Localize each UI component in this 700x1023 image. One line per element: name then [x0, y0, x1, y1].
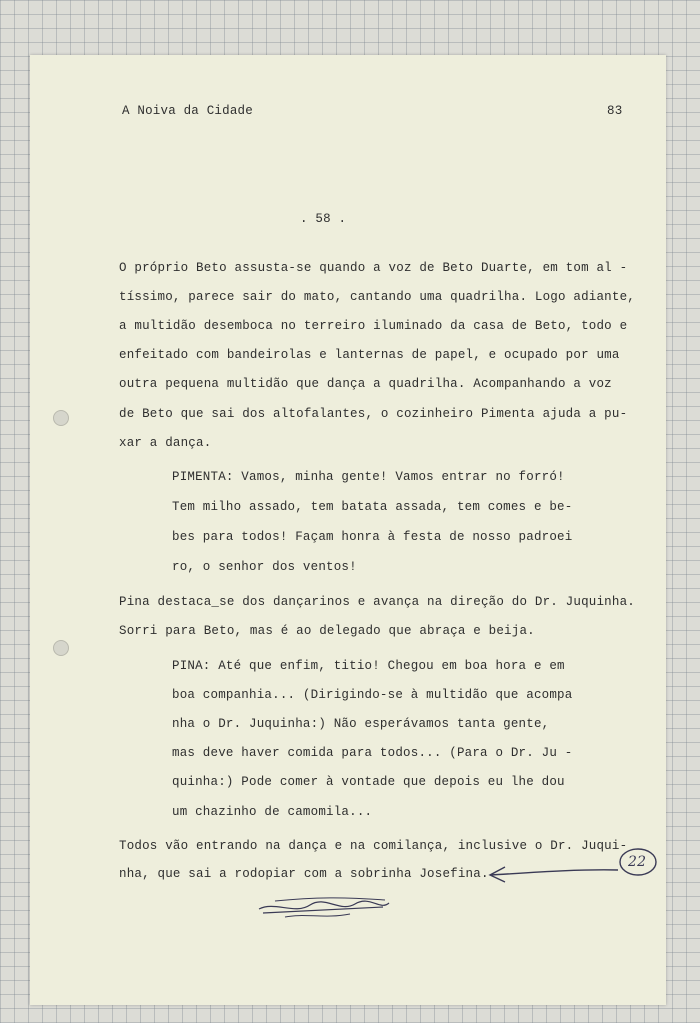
- text-line: de Beto que sai dos altofalantes, o cozinheiro Pimenta ajuda a pu-: [119, 407, 628, 421]
- scene-number: . 58 .: [300, 212, 347, 226]
- dialogue-line: mas deve haver comida para todos... (Para o Dr. Ju -: [172, 746, 573, 760]
- arrow-annotation-icon: [485, 855, 625, 895]
- signature-scribble: [255, 895, 395, 925]
- text-line: Pina destaca_se dos dançarinos e avança na direção do Dr. Juquinha.: [119, 595, 635, 609]
- text-line: nha, que sai a rodopiar com a sobrinha Josefina.: [119, 867, 489, 881]
- dialogue-line: nha o Dr. Juquinha:) Não esperávamos tanta gente,: [172, 717, 550, 731]
- dialogue-line: Tem milho assado, tem batata assada, tem comes e be-: [172, 500, 573, 514]
- dialogue-line: um chazinho de camomila...: [172, 805, 373, 819]
- text-line: outra pequena multidão que dança a quadrilha. Acompanhando a voz: [119, 377, 612, 391]
- dialogue-line: PINA: Até que enfim, titio! Chegou em boa hora e em: [172, 659, 565, 673]
- text-line: Sorri para Beto, mas é ao delegado que abraça e beija.: [119, 624, 535, 638]
- text-line: a multidão desemboca no terreiro iluminado da casa de Beto, todo e: [119, 319, 628, 333]
- text-line: O próprio Beto assusta-se quando a voz de Beto Duarte, em tom al -: [119, 261, 628, 275]
- text-line: tíssimo, parece sair do mato, cantando uma quadrilha. Logo adiante,: [119, 290, 635, 304]
- text-line: xar a dança.: [119, 436, 212, 450]
- header-title: A Noiva da Cidade: [122, 104, 253, 118]
- dialogue-line: boa companhia... (Dirigindo-se à multidão que acompa: [172, 688, 573, 702]
- circled-number: 22: [628, 854, 647, 870]
- page-number: 83: [607, 104, 623, 118]
- dialogue-line: quinha:) Pode comer à vontade que depois eu lhe dou: [172, 775, 565, 789]
- punch-hole-top: [53, 410, 69, 426]
- punch-hole-bottom: [53, 640, 69, 656]
- dialogue-line: ro, o senhor dos ventos!: [172, 560, 357, 574]
- dialogue-line: bes para todos! Façam honra à festa de nosso padroei: [172, 530, 573, 544]
- text-line: Todos vão entrando na dança e na comilança, inclusive o Dr. Juqui-: [119, 839, 628, 853]
- dialogue-line: PIMENTA: Vamos, minha gente! Vamos entrar no forró!: [172, 470, 565, 484]
- text-line: enfeitado com bandeirolas e lanternas de papel, e ocupado por uma: [119, 348, 620, 362]
- manuscript-page: [30, 55, 666, 1005]
